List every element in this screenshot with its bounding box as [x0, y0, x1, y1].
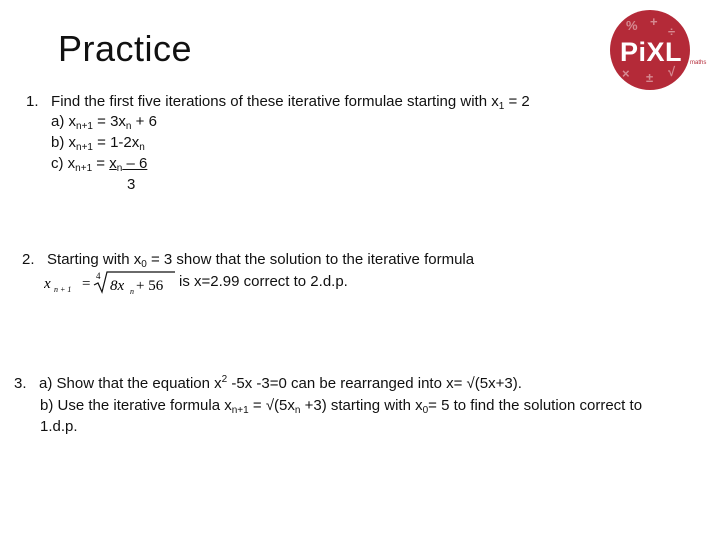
question-3b-continued: 1.d.p.	[40, 418, 78, 435]
svg-text:n + 1: n + 1	[54, 285, 72, 294]
question-1b: b) $x_{n+1} = 1-2x_n$	[51, 134, 145, 153]
question-3b: b) Use the iterative formula $x_{n+1} = √(5x_n +3)$ starting with $x_0= 5$ to find the solution correct to	[40, 397, 643, 416]
logo-subtitle: maths	[690, 60, 707, 66]
svg-text:4: 4	[96, 271, 101, 281]
svg-text:x: x	[44, 276, 51, 292]
question-1a: a) $x_{n+1} = 3x_n + 6$	[51, 113, 157, 132]
pixl-logo	[610, 10, 707, 90]
question-1-stem: 1. Find the first five iterations of these iterative formulae starting with $x_1 = 2$	[26, 93, 530, 112]
plus-minus-symbol-icon: ±	[646, 70, 654, 85]
divide-symbol-icon: ÷	[668, 24, 676, 39]
sqrt-symbol-icon: √	[668, 64, 676, 79]
question-2-conclusion: is x=2.99 correct to 2.d.p.	[179, 273, 348, 290]
fourth-root-formula-graphic	[44, 270, 176, 298]
question-3a: 3. a) Show that the equation $x^2$ -5x -3=0 can be rearranged into x= √(5x+3).	[14, 374, 522, 392]
question-2-formula	[44, 270, 176, 298]
percent-symbol-icon: %	[626, 18, 638, 33]
question-1c: c) $x_{n+1} = x_n - 6$	[51, 155, 148, 174]
plus-symbol-icon: +	[650, 14, 658, 29]
question-2-stem: 2. Starting with $x_0 = 3$ show that the solution to the iterative formula	[22, 251, 475, 270]
svg-text:8x: 8x	[110, 278, 125, 294]
page-title: Practice	[58, 28, 193, 69]
multiply-symbol-icon: ×	[622, 66, 630, 81]
svg-text:=: =	[82, 276, 91, 292]
svg-text:n: n	[130, 287, 134, 296]
question-1c-denominator: 3	[127, 176, 136, 193]
svg-text:+ 56: + 56	[136, 278, 164, 294]
logo-wordmark: PiXL	[620, 37, 683, 67]
